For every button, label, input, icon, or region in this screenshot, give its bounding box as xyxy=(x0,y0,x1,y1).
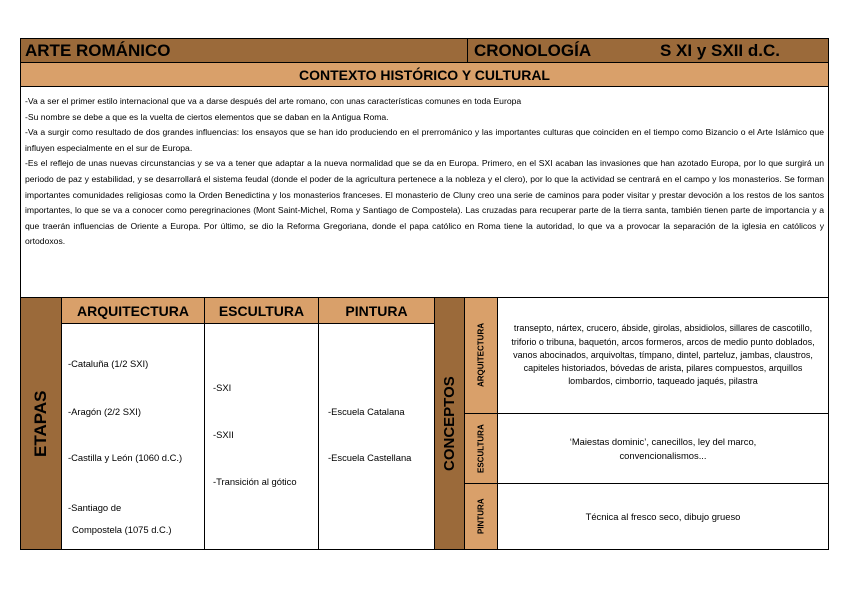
etapa-item: -Santiago de xyxy=(68,502,122,513)
concepto-label-arquitectura: ARQUITECTURA xyxy=(464,297,498,414)
etapa-item: -Castilla y León (1060 d.C.) xyxy=(68,452,183,463)
context-paragraph: -Va a ser el primer estilo internacional que va a darse después del arte romano, con unas características comunes en toda Europa xyxy=(25,96,522,106)
chronology-bar xyxy=(467,38,829,63)
title-bar xyxy=(20,38,468,63)
header-escultura: ESCULTURA xyxy=(204,297,319,324)
header-arquitectura: ARQUITECTURA xyxy=(61,297,205,324)
concepto-label-pintura: PINTURA xyxy=(464,483,498,550)
concepto-text-arquitectura: transepto, nártex, crucero, ábside, girolas, absidiolos, sillares de cascotillo, triforio o tribuna, baquetón, arcos formeros, arcos de medio punto doblados, vanos abocinados, arquivoltas, tímpano, dintel, parteluz, jambas, claustros, capiteles historiados, bóvedas de arista, pilares compuestos, arquillos lombardos, cimborrio, taqueado jaqués, pilastra xyxy=(497,297,829,414)
concepto-text-escultura: ‘Maiestas dominic’, canecillos, ley del marco, convencionalismos... xyxy=(497,413,829,484)
etapa-item: -SXII xyxy=(213,429,234,440)
etapa-item: Compostela (1075 d.C.) xyxy=(72,524,172,535)
etapa-item: -Escuela Castellana xyxy=(328,452,412,463)
header-pintura: PINTURA xyxy=(318,297,435,324)
concepto-text-pintura: Técnica al fresco seco, dibujo grueso xyxy=(497,483,829,550)
chronology-label: CRONOLOGÍA xyxy=(474,41,592,60)
etapa-item: -Transición al gótico xyxy=(213,476,297,487)
etapas-arquitectura-cell xyxy=(61,323,205,550)
context-paragraph: -Su nombre se debe a que es la vuelta de ciertos elementos que se daban en la Antigua Roma. xyxy=(25,111,389,122)
context-heading: CONTEXTO HISTÓRICO Y CULTURAL xyxy=(20,62,829,87)
etapas-pintura-cell xyxy=(318,323,435,550)
concepto-label-escultura: ESCULTURA xyxy=(464,413,498,484)
page-title: ARTE ROMÁNICO xyxy=(25,41,171,60)
etapa-item: -Aragón (2/2 SXI) xyxy=(68,406,141,417)
context-paragraph: -Es el reflejo de unas nuevas circunstancias y se va a tener que adaptar a la nueva normalidad que se da en Europa. Primero, en el SXI acaban las invasiones que han azotado Europa, por lo que surgirá un periodo de paz y estabilidad, y se desarrollará el sistema feudal (donde el poder de la agricultura pertenece a la nobleza y el clero), por lo que la actividad se centrará en el campo y los monasterios. Se forman importantes comunidades religiosas como la Orden Benedictina y los monasterios franceses. El monasterio de Cluny creo una serie de caminos para poder visitar y prestar devoción a los restos de los santos importantes, lo que se va a conocer como peregrinaciones (Mont Saint-Michel, Roma y Santiago de Compostela). Las cruzadas para recuperar parte de la tierra santa, también tienen parte de importancia y a que traerán influencias de Oriente a Europa. Por último, se dio la Reforma Gregoriana, donde el papa católico en Roma tiene la autoridad, lo que va a provocar la separación de la iglesia en católicos y ortodoxos. xyxy=(25,158,824,247)
etapas-escultura-cell xyxy=(204,323,319,550)
chronology-value: S XI y SXII d.C. xyxy=(660,41,780,60)
etapa-item: -SXI xyxy=(213,382,232,393)
context-body xyxy=(20,86,829,298)
conceptos-label: CONCEPTOS xyxy=(434,297,465,550)
etapas-label: ETAPAS xyxy=(20,297,62,550)
etapa-item: -Escuela Catalana xyxy=(328,406,405,417)
context-paragraph: -Va a surgir como resultado de dos grandes influencias: los ensayos que se han ido produciendo en el prerrománico y las importantes culturas que coinciden en el tiempo como Bizancio o el Arte Islámico que influyen especialmente en el sur de Europa. xyxy=(25,127,824,153)
etapa-item: -Cataluña (1/2 SXI) xyxy=(68,358,149,369)
